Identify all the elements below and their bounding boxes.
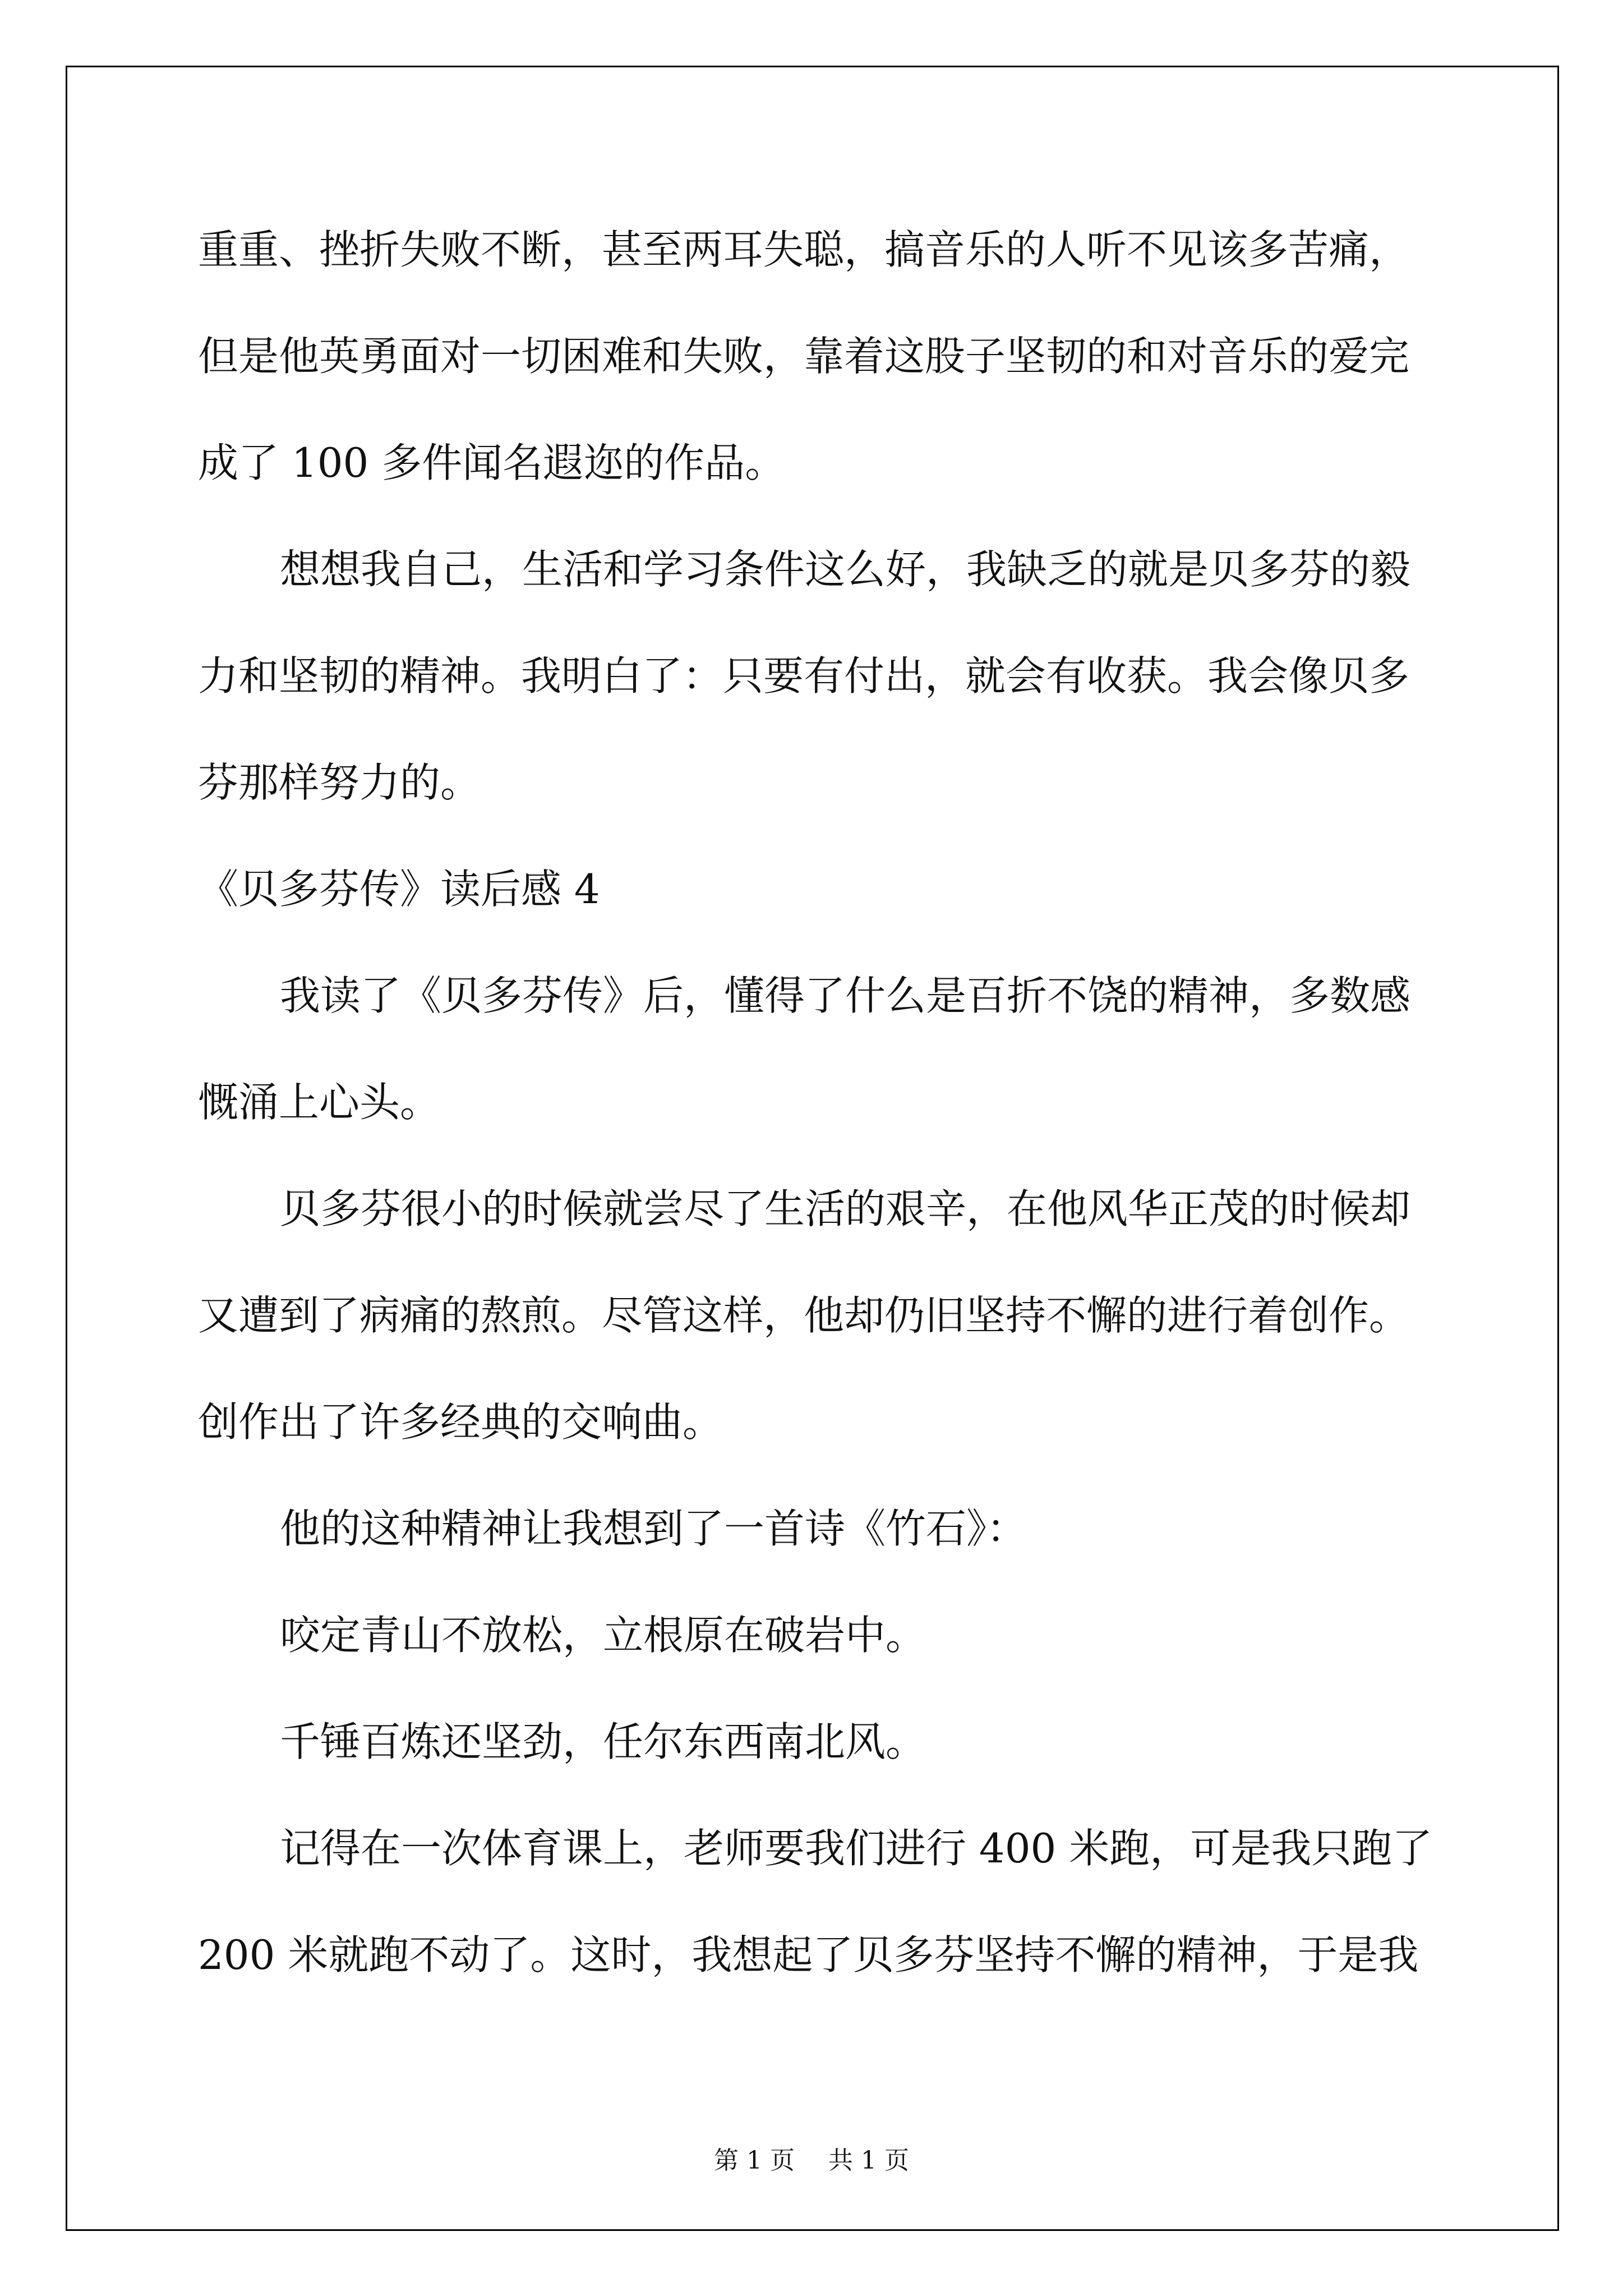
poem-line-2: 千锤百炼还坚劲，任尔东西南北风。	[280, 1718, 926, 1765]
text-line-3: 成了 100 多件闻名遐迩的作品。	[198, 439, 786, 486]
text-line-13: 他的这种精神让我想到了一首诗《竹石》：	[280, 1505, 1027, 1552]
page-footer	[0, 2140, 1623, 2176]
text-line-10: 贝多芬很小的时候就尝尽了生活的艰辛，在他风华正茂的时候却	[280, 1185, 1411, 1232]
text-line-8: 我读了《贝多芬传》后，懂得了什么是百折不饶的精神，多数感	[280, 972, 1411, 1019]
text-line-12: 创作出了许多经典的交响曲。	[198, 1398, 723, 1446]
text-line-1: 重重、挫折失败不断，甚至两耳失聪，搞音乐的人听不见该多苦痛，	[198, 226, 1410, 273]
document-body	[198, 208, 1432, 2019]
text-line-6: 芬那样努力的。	[198, 759, 481, 806]
section-heading: 《贝多芬传》读后感 4	[198, 866, 600, 913]
text-line-9: 慨涌上心头。	[198, 1079, 441, 1126]
text-line-16: 记得在一次体育课上，老师要我们进行 400 米跑，可是我只跑了	[280, 1825, 1433, 1872]
page-number-total: 共 1 页	[828, 2146, 909, 2175]
text-line-11: 又遭到了病痛的熬煎。尽管这样，他却仍旧坚持不懈的进行着创作。	[198, 1292, 1410, 1339]
text-line-4: 想想我自己，生活和学习条件这么好，我缺乏的就是贝多芬的毅	[280, 546, 1411, 593]
text-line-5: 力和坚韧的精神。我明白了：只要有付出，就会有收获。我会像贝多	[198, 652, 1410, 700]
poem-line-1: 咬定青山不放松，立根原在破岩中。	[280, 1612, 926, 1659]
text-line-17: 200 米就跑不动了。这时，我想起了贝多芬坚持不懈的精神，于是我	[198, 1931, 1419, 1978]
text-line-2: 但是他英勇面对一切困难和失败，靠着这股子坚韧的和对音乐的爱完	[198, 333, 1410, 380]
page-number-current: 第 1 页	[714, 2146, 795, 2175]
